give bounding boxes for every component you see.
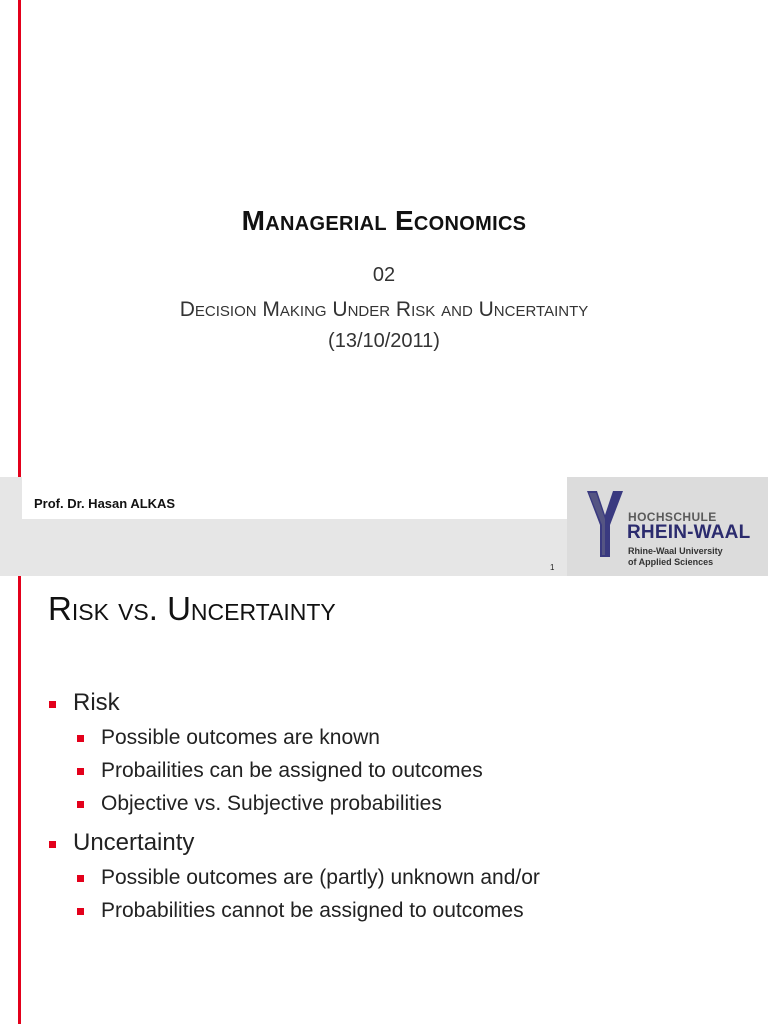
logo-rhein-waal: RHEIN-WAAL — [627, 522, 751, 543]
lecture-subtitle: Decision Making Under Risk and Uncertainty — [179, 298, 589, 321]
bullet-square-icon — [77, 768, 84, 775]
logo-sciences-line: of Applied Sciences — [628, 557, 714, 567]
bullet-square-icon — [77, 801, 84, 808]
author-name: Prof. Dr. Hasan ALKAS — [34, 496, 176, 511]
lecture-number: 02 — [372, 264, 396, 286]
sub-bullet: Probabilities cannot be assigned to outcomes — [101, 899, 524, 922]
y-logo-icon — [585, 489, 625, 559]
logo-university-line: Rhine-Waal University — [628, 546, 723, 556]
sub-bullet: Possible outcomes are (partly) unknown and/or — [101, 866, 540, 889]
slide-footer — [0, 477, 768, 576]
sub-bullet: Possible outcomes are known — [101, 726, 380, 749]
bullet-square-icon — [77, 735, 84, 742]
lecture-date: (13/10/2011) — [328, 330, 440, 352]
bullet-square-icon — [49, 701, 56, 708]
bullet-square-icon — [49, 841, 56, 848]
sub-bullet: Objective vs. Subjective probabilities — [101, 792, 442, 815]
university-logo — [567, 477, 768, 576]
slide-risk-vs-uncertainty — [0, 576, 768, 1024]
page-number: 1 — [550, 563, 555, 572]
bullet-square-icon — [77, 908, 84, 915]
course-title: Managerial Economics — [241, 205, 527, 236]
logo-hochschule: HOCHSCHULE — [628, 510, 717, 524]
bullet-risk: Risk — [73, 689, 120, 716]
bullet-square-icon — [77, 875, 84, 882]
sub-bullet: Probailities can be assigned to outcomes — [101, 759, 483, 782]
bullet-uncertainty: Uncertainty — [73, 829, 195, 856]
slide-title-heading: Risk vs. Uncertainty — [48, 590, 336, 627]
